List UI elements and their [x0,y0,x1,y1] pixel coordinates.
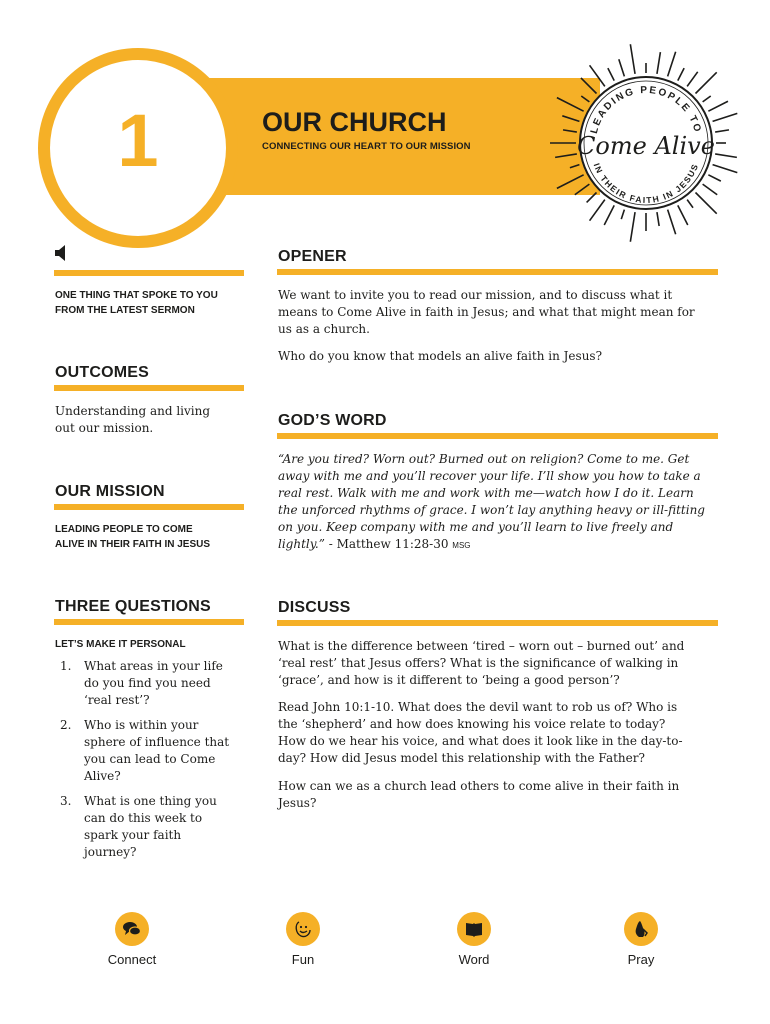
logo-ray [587,192,597,202]
smiley-face-icon [286,912,320,946]
logo-ray [590,200,605,221]
logo-ray [687,72,698,87]
logo-ray [678,205,688,225]
logo-ray [604,205,614,225]
logo-top-text: LEADING PEOPLE TO [588,84,704,135]
logo-ray [703,96,711,102]
logo-ray [657,52,660,74]
gods-word-title: GOD’S WORD [278,412,387,429]
bible-version: MSG [452,541,471,550]
logo-ray [557,175,584,189]
opener-rule [277,269,718,275]
logo-ray [570,165,580,168]
logo-ray [563,130,577,132]
logo-ray [687,200,693,208]
left-top-rule [54,270,244,276]
three-questions-title: THREE QUESTIONS [55,598,211,615]
logo-bottom-text: IN THEIR FAITH IN JESUS [591,161,701,206]
list-item: 2. Who is within your sphere of influence that you can lead to Come Alive? [60,718,230,783]
praying-hands-icon [624,912,658,946]
footer-item-fun: Fun [253,912,353,967]
chapter-number: 1 [117,99,159,182]
opener-paragraph-2: Who do you know that models an alive faith in Jesus? [278,349,603,363]
questions-list [56,658,246,869]
questions-subtitle: LET’S MAKE IT PERSONAL [55,639,186,650]
page-subtitle: CONNECTING OUR HEART TO OUR MISSION [262,141,471,152]
logo-ray [630,44,635,74]
logo-ray [703,184,718,195]
mission-statement: LEADING PEOPLE TO COME ALIVE IN THEIR FAITH IN JESUS [55,524,211,550]
logo-ray [557,98,584,112]
logo-ray [695,192,716,213]
opener-paragraph-1: We want to invite you to read our mission, and to discuss what it means to Come Alive in faith in Jesus; and what that might mean for us as a church. [278,288,695,336]
logo-ray [695,72,716,93]
logo-script-text: Come Alive [577,132,715,160]
logo-ray [608,68,614,80]
sermon-note: ONE THING THAT SPOKE TO YOU FROM THE LATEST SERMON [55,290,218,316]
come-alive-logo [541,38,751,248]
mission-title: OUR MISSION [55,483,165,500]
logo-ray [668,52,676,77]
chapter-number-badge [38,48,238,248]
outcomes-rule [54,385,244,391]
opener-title: OPENER [278,248,347,265]
logo-ray [590,65,605,86]
gods-word-rule [277,433,718,439]
scripture-reference: - Matthew 11:28-30 [324,537,453,551]
logo-ray [715,154,737,157]
logo-ray [713,113,738,121]
scripture-quote: “Are you tired? Worn out? Burned out on religion? Come to me. Get away with me and you’ll recover your life. I’ll show you how to take a real rest. Walk with me and work with me—watch how I do it. Learn the unforced rhythms of grace. I won’t lay anything heavy or ill-fitting on you. Keep company with me and you’ll learn to live freely and lightly.” - Matthew 11:28-30 MSG [278,452,705,551]
logo-ray [708,175,720,181]
discuss-paragraph-1: What is the difference between ‘tired – worn out – burned out’ and ‘real rest’ that Jesus offers? What is the significance of walking in ‘grace’, and how is it different to ‘being a good person’? [278,639,685,687]
logo-ray [713,165,738,173]
footer-item-word: Word [424,912,524,967]
logo-ray [668,210,676,235]
discuss-paragraph-3: How can we as a church lead others to come alive in their faith in Jesus? [278,779,680,810]
logo-ray [581,96,589,102]
footer-item-pray: Pray [591,912,691,967]
logo-ray [657,212,659,226]
logo-ray [619,59,625,76]
outcomes-title: OUTCOMES [55,364,150,381]
logo-ray [630,212,635,242]
logo-ray [621,210,624,220]
logo-ray [555,154,577,157]
three-questions-rule [54,619,244,625]
discuss-rule [277,620,718,626]
footer-item-connect: Connect [82,912,182,967]
page-title: OUR CHURCH [262,107,447,137]
logo-ray [678,68,684,80]
open-book-icon [457,912,491,946]
list-item: 3. What is one thing you can do this week to spark your faith journey? [60,794,217,859]
discuss-title: DISCUSS [278,599,351,616]
logo-ray [708,101,728,111]
discuss-paragraph-2: Read John 10:1-10. What does the devil want to rob us of? Who is the ‘shepherd’ and how does knowing his voice relate to today? How do we hear his voice, and what does it look like in the day-to- day? How did Jesus model this relationship with the Father? [278,700,683,765]
list-item: 1. What areas in your life do you find you need ‘real rest’? [60,659,223,707]
logo-ray [715,130,729,132]
outcomes-text: Understanding and living out our mission. [55,404,211,435]
logo-ray [575,184,590,195]
chat-bubbles-icon [115,912,149,946]
logo-ray [562,116,579,122]
logo-ray [581,78,597,94]
speaker-icon [54,244,68,262]
mission-rule [54,504,244,510]
